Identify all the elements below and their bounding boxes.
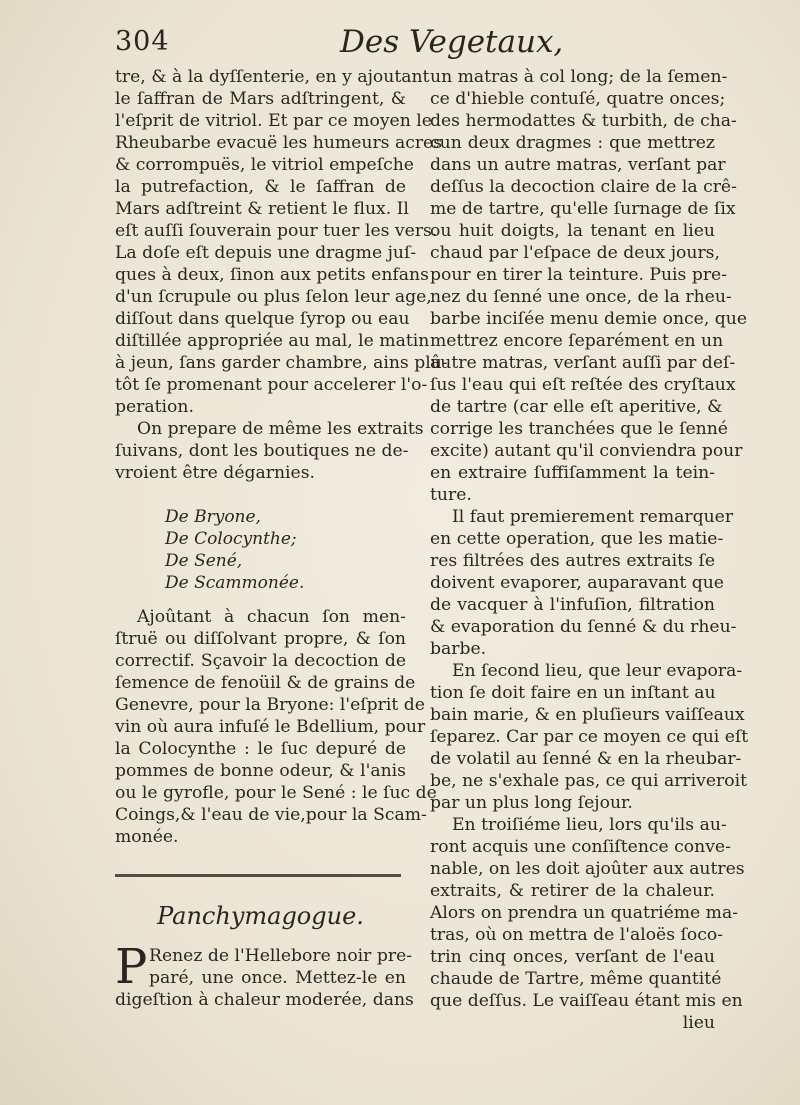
text-line: monée. [115,827,179,847]
text-line: cun deux dragmes : que mettrez [430,133,715,153]
right-column [430,66,749,1034]
paragraph [430,506,737,660]
text-line: barbe inciſée menu demie once, que [430,309,748,329]
paragraph [115,418,424,484]
text-line: ſuivans, dont les boutiques ne de- [115,441,409,461]
text-line: pour en tirer la teinture. Puis pre- [430,265,728,285]
text-line: correctif. Sçavoir la decoction de [115,651,406,671]
text-line: extraits, & retirer de la chaleur. [430,881,715,901]
text-line: des hermodattes & turbith, de cha- [430,111,737,131]
section-divider [115,874,401,877]
list-item: De Scammonée. [165,573,305,593]
left-column [115,66,448,1011]
list-item: De Sené, [165,551,243,571]
text-line: ou huit doigts, la tenant en lieu [430,221,715,241]
dropcap-paragraph [115,939,414,1011]
text-line: vin où aura infuſé le Bdellium, pour [115,717,426,737]
page-number: 304 [115,26,170,57]
text-line: ce d'hieble contuſé, quatre onces; [430,89,726,109]
text-line: tôt ſe promenant pour accelerer l'o- [115,375,428,395]
text-line: en cette operation, que les matie- [430,529,724,549]
text-line: Renez de l'Hellebore noir pre- [149,946,413,966]
text-line: trin cinq onces, verſant de l'eau [430,947,715,967]
text-line: l'eſprit de vitriol. Et par ce moyen le [115,111,432,131]
text-line: d'un ſcrupule ou plus ſelon leur age, [115,287,432,307]
text-line: excite) autant qu'il conviendra pour [430,441,743,461]
text-line: ſemence de fenoüil & de grains de [115,673,416,693]
text-line: bain marie, & en pluſieurs vaiſſeaux [430,705,745,725]
text-line: diſſout dans quelque ſyrop ou eau [115,309,410,329]
paragraph [430,814,745,1012]
text-line: eſt auſſi ſouverain pour tuer les vers. [115,221,438,241]
text-line: ture. [430,485,472,505]
text-line: Mars adſtreint & retient le flux. Il [115,199,409,219]
running-title: Des Vegetaux, [340,24,564,60]
text-line: la putrefaction, & le ſaffran de [115,177,406,197]
text-line: & corrompuës, le vitriol empeſche [115,155,414,175]
text-line: tras, où on mettra de l'aloës ſoco- [430,925,723,945]
text-line: res filtrées des autres extraits ſe [430,551,715,571]
text-line: dans un autre matras, verſant par [430,155,726,175]
text-line: que deſſus. Le vaiſſeau étant mis en [430,991,743,1011]
text-line: un matras à col long; de la ſemen- [430,67,728,87]
paragraph [115,939,414,1011]
text-line: peration. [115,397,194,417]
text-line: barbe. [430,639,487,659]
paragraph [430,660,749,814]
text-line: par un plus long ſejour. [430,793,633,813]
text-line: diſtillée appropriée au mal, le matin [115,331,430,351]
text-line: corrige les tranchées que le ſenné [430,419,728,439]
text-line: vroient être dégarnies. [115,463,315,483]
text-line: nez du ſenné une once, de la rheu- [430,287,732,307]
drop-cap-letter: P [115,939,148,995]
text-line: be, ne s'exhale pas, ce qui arriveroit [430,771,747,791]
text-line: à jeun, ſans garder chambre, ains plû- [115,353,448,373]
text-line: autre matras, verſant auſſi par deſ- [430,353,736,373]
text-line: On prepare de même les extraits [137,419,424,439]
text-line: Rheubarbe evacuë les humeurs acres [115,133,443,153]
text-line: chaud par l'eſpace de deux jours, [430,243,720,263]
text-line: ſeparez. Car par ce moyen ce qui eſt [430,727,749,747]
page-header [115,26,715,66]
extracts-list [165,506,406,594]
text-line: ques à deux, ſinon aux petits enfans [115,265,429,285]
paragraph [115,606,437,848]
text-line: Ajoûtant à chacun ſon men- [137,607,406,627]
text-line: digeſtion à chaleur moderée, dans [115,990,414,1010]
text-line: le ſaffran de Mars adſtringent, & [115,89,406,109]
section-title: Panchymagogue. [157,902,364,930]
text-line: Il faut premierement remarquer [452,507,734,527]
list-item: De Colocynthe; [165,529,297,549]
text-line: & evaporation du ſenné & du rheu- [430,617,737,637]
text-line: de vacquer à l'infuſion, filtration [430,595,715,615]
text-line: En troiſiéme lieu, lors qu'ils au- [452,815,727,835]
text-line: tion ſe doit faire en un inſtant au [430,683,716,703]
text-line: ſus l'eau qui eſt reſtée des cryſtaux [430,375,736,395]
text-line: ſtruë ou diſſolvant propre, & ſon [115,629,406,649]
paragraph [430,66,748,506]
text-line: La doſe eſt depuis une dragme juſ- [115,243,417,263]
catchword: lieu [682,1013,715,1033]
text-line: paré, une once. Mettez-le en [149,968,406,988]
text-line: doivent evaporer, auparavant que [430,573,724,593]
text-line: pommes de bonne odeur, & l'anis [115,761,406,781]
text-line: mettrez encore ſeparément en un [430,331,724,351]
text-line: Genevre, pour la Bryone: l'eſprit de [115,695,425,715]
text-line: deſſus la decoction claire de la crê- [430,177,737,197]
text-line: de tartre (car elle eſt aperitive, & [430,397,723,417]
paragraph [115,66,448,418]
text-line: Coings,& l'eau de vie,pour la Scam- [115,805,427,825]
text-line: en extraire ſuffiſamment la tein- [430,463,715,483]
text-line: nable, on les doit ajoûter aux autres [430,859,745,879]
text-line: ront acquis une conſiſtence conve- [430,837,731,857]
text-line: de volatil au ſenné & en la rheubar- [430,749,742,769]
text-line: tre, & à la dyſſenterie, en y ajoutant [115,67,430,87]
list-item: De Bryone, [165,507,261,527]
text-line: ou le gyrofle, pour le Sené : le ſuc de [115,783,437,803]
text-line: Alors on prendra un quatriéme ma- [430,903,739,923]
text-line: la Colocynthe : le ſuc depuré de [115,739,406,759]
text-line: chaude de Tartre, même quantité [430,969,722,989]
text-line: En ſecond lieu, que leur evapora- [452,661,743,681]
text-line: me de tartre, qu'elle ſurnage de ſix [430,199,736,219]
